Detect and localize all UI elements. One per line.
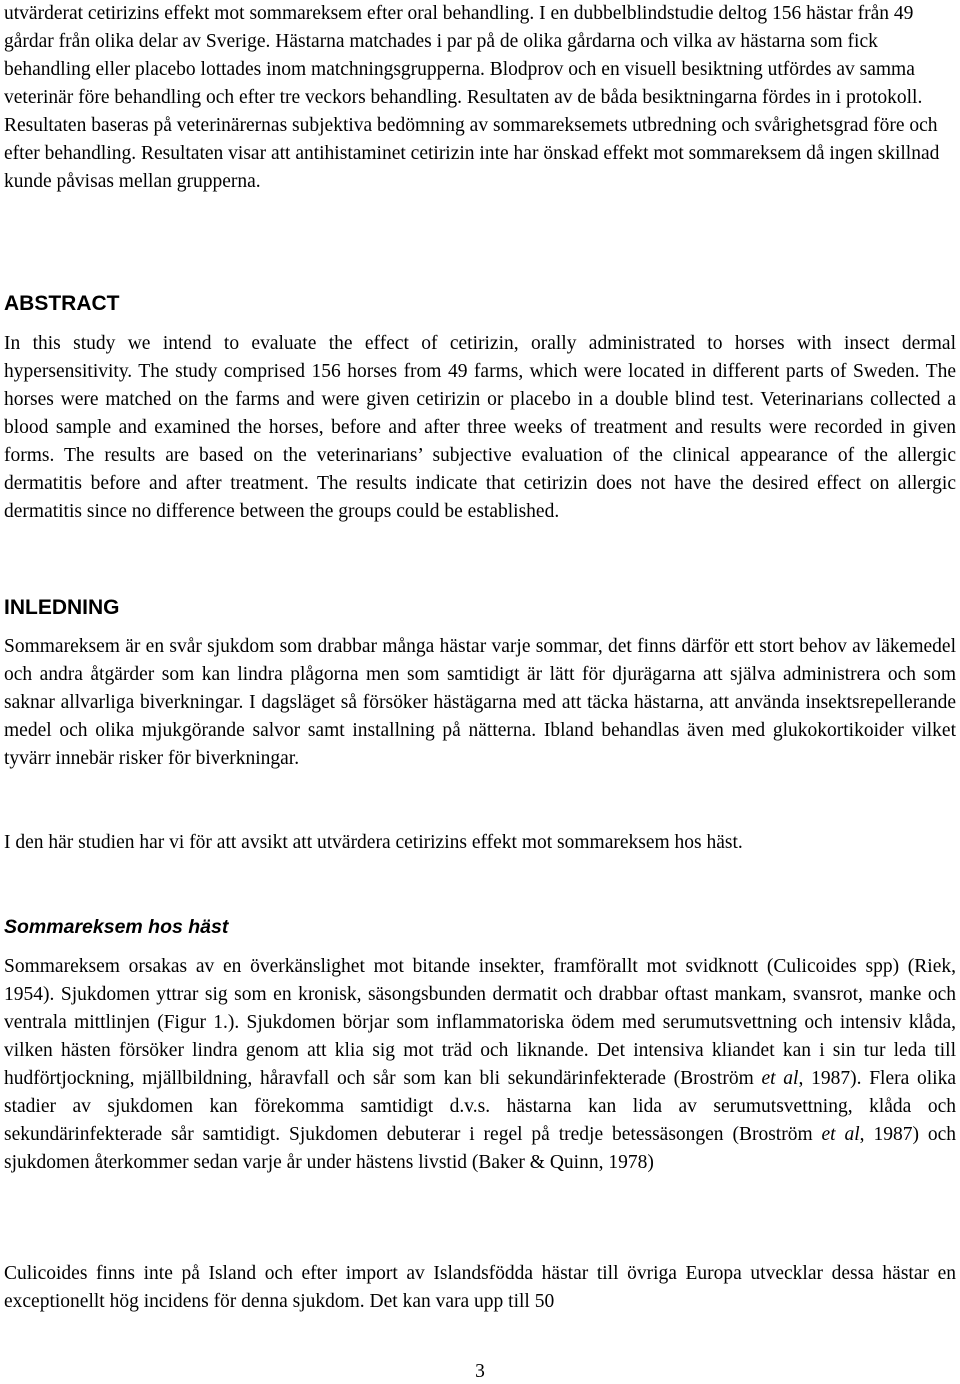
summary-continuation-paragraph: utvärderat cetirizins effekt mot sommareksem efter oral behandling. I en dubbelblindstudie deltog 156 hästar från 49 gårdar från olika delar av Sverige. Hästarna matchades i par på de olika gårdarna och vilka av hästarna som fick behandling eller placebo lottades inom matchningsgrupperna. Blodprov och en visuell besiktning utfördes av samma veterinär före behandling och efter tre veckors behandling. Resultaten av de båda besiktningarna fördes in i protokoll. Resultaten baseras på veterinärernas subjektiva bedömning av sommareksemets utbredning och svårighetsgrad före och efter behandling. Resultaten visar att antihistaminet cetirizin inte har önskad effekt mot sommareksem då ingen skillnad kunde påvisas mellan grupperna. — [4, 3, 940, 192]
et-al-italic: et al — [821, 1124, 860, 1145]
sommareksem-p1-text-c: , 1987) och sjukdomen återkommer sedan varje år under hästens livstid (Baker & Quinn, 1978) — [4, 1124, 956, 1173]
abstract-heading: ABSTRACT — [4, 292, 120, 315]
inledning-paragraph-1: Sommareksem är en svår sjukdom som drabbar många hästar varje sommar, det finns därför ett stort behov av läkemedel och andra åtgärder som kan lindra plågorna men som samtidigt är lätt för djurägarna att själva administrera och som saknar allvarliga biverkningar. I dagsläget så försöker hästägarna med att täcka hästarna, att använda insektsrepellerande medel och olika mjukgörande salvor samt installning på nätterna. Ibland behandlas även med glukokortikoider vilket tyvärr innebär risker för biverkningar. — [4, 636, 956, 769]
inledning-heading: INLEDNING — [4, 596, 120, 619]
page-number: 3 — [475, 1361, 485, 1382]
sommareksem-subheading: Sommareksem hos häst — [4, 916, 229, 938]
sommareksem-p1-text-b: , 1987). Flera olika stadier av sjukdomen kan förekomma samtidigt d.v.s. hästarna kan lida av serumutsvettning, klåda och sekundärinfekterade sår samtidigt. Sjukdomen debuterar i regel på tredje betessäsongen (Broström — [4, 1068, 956, 1145]
sommareksem-paragraph-2: Culicoides finns inte på Island och efter import av Islandsfödda hästar till övriga Europa utvecklar dessa hästar en exceptionellt hög incidens för denna sjukdom. Det kan vara upp till 50 — [4, 1263, 956, 1312]
sommareksem-p1-text-a: Sommareksem orsakas av en överkänslighet mot bitande insekter, framförallt mot svidknott (Culicoides spp) (Riek, 1954). Sjukdomen yttrar sig som en kronisk, säsongsbunden dermatit och drabbar oftast mankam, svansrot, manke och ventrala mittlinjen (Figur 1.). Sjukdomen börjar som inflammatoriska ödem med serumutsvettning och intensiv klåda, vilken hästen försöker lindra genom att klia sig mot träd och liknande. Det intensiva kliandet kan i sin tur leda till hudförtjockning, mjällbildning, håravfall och sår som kan bli sekundärinfekterade (Broström — [4, 956, 956, 1089]
sommareksem-paragraph-1 — [4, 953, 956, 1177]
abstract-paragraph: In this study we intend to evaluate the effect of cetirizin, orally administrated to horses with insect dermal hypersensitivity. The study comprised 156 horses from 49 farms, which were located in different parts of Sweden. The horses were matched on the farms and were given cetirizin or placebo in a double blind test. Veterinarians collected a blood sample and examined the horses, before and after three weeks of treatment and results were recorded in given forms. The results are based on the veterinarians’ subjective evaluation of the clinical appearance of the allergic dermatitis before and after treatment. The results indicate that cetirizin does not have the desired effect on allergic dermatitis since no difference between the groups could be established. — [4, 333, 956, 522]
inledning-paragraph-2: I den här studien har vi för att avsikt att utvärdera cetirizins effekt mot sommareksem hos häst. — [4, 832, 743, 853]
et-al-italic: et al — [761, 1068, 799, 1089]
